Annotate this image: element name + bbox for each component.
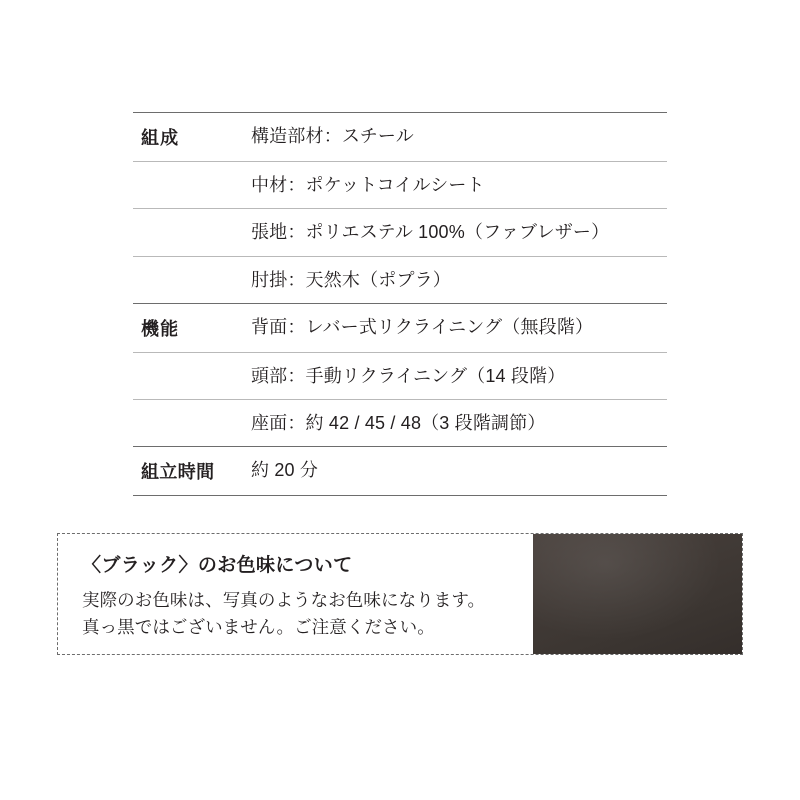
table-row: [133, 161, 667, 208]
spec-value: 座面：約 42 / 45 / 48（3 段階調節）: [251, 413, 546, 434]
color-note-title: 〈ブラック〉のお色味について: [82, 555, 353, 576]
spec-label-empty: [133, 400, 251, 446]
spec-label-function: 機能: [141, 318, 180, 339]
spec-label-empty: [133, 257, 251, 303]
spec-label-empty: [133, 209, 251, 255]
spec-label-empty: [133, 162, 251, 208]
spec-value: 中材：ポケットコイルシート: [251, 175, 485, 195]
spec-value: 頭部：手動リクライニング（14 段階）: [251, 365, 566, 386]
color-note-line-2: 真っ黒ではございません。ご注意ください。: [82, 617, 435, 638]
black-fabric-swatch: [533, 534, 742, 654]
table-row: [133, 446, 667, 496]
spec-value: 背面：レバー式リクライニング（無段階）: [251, 316, 594, 337]
color-note-line-1: 実際のお色味は、写真のようなお色味になります。: [82, 590, 486, 610]
table-row: [133, 208, 667, 255]
spec-value: 張地：ポリエステル 100%（ファブレザー）: [251, 222, 610, 243]
table-row: [133, 399, 667, 446]
spec-label-assembly-time: 組立時間: [141, 462, 215, 483]
color-note-box: [57, 533, 743, 655]
spec-value: 肘掛：天然木（ポプラ）: [251, 269, 451, 290]
spec-label-composition: 組成: [141, 128, 180, 148]
color-note-text: [58, 534, 533, 654]
spec-value: 構造部材：スチール: [251, 126, 414, 146]
spec-value: 約 20 分: [251, 460, 319, 481]
spec-label-empty: [133, 353, 251, 399]
table-row: [133, 256, 667, 303]
table-row: [133, 352, 667, 399]
spec-table: [133, 112, 667, 496]
table-row: [133, 112, 667, 161]
table-row: [133, 303, 667, 352]
